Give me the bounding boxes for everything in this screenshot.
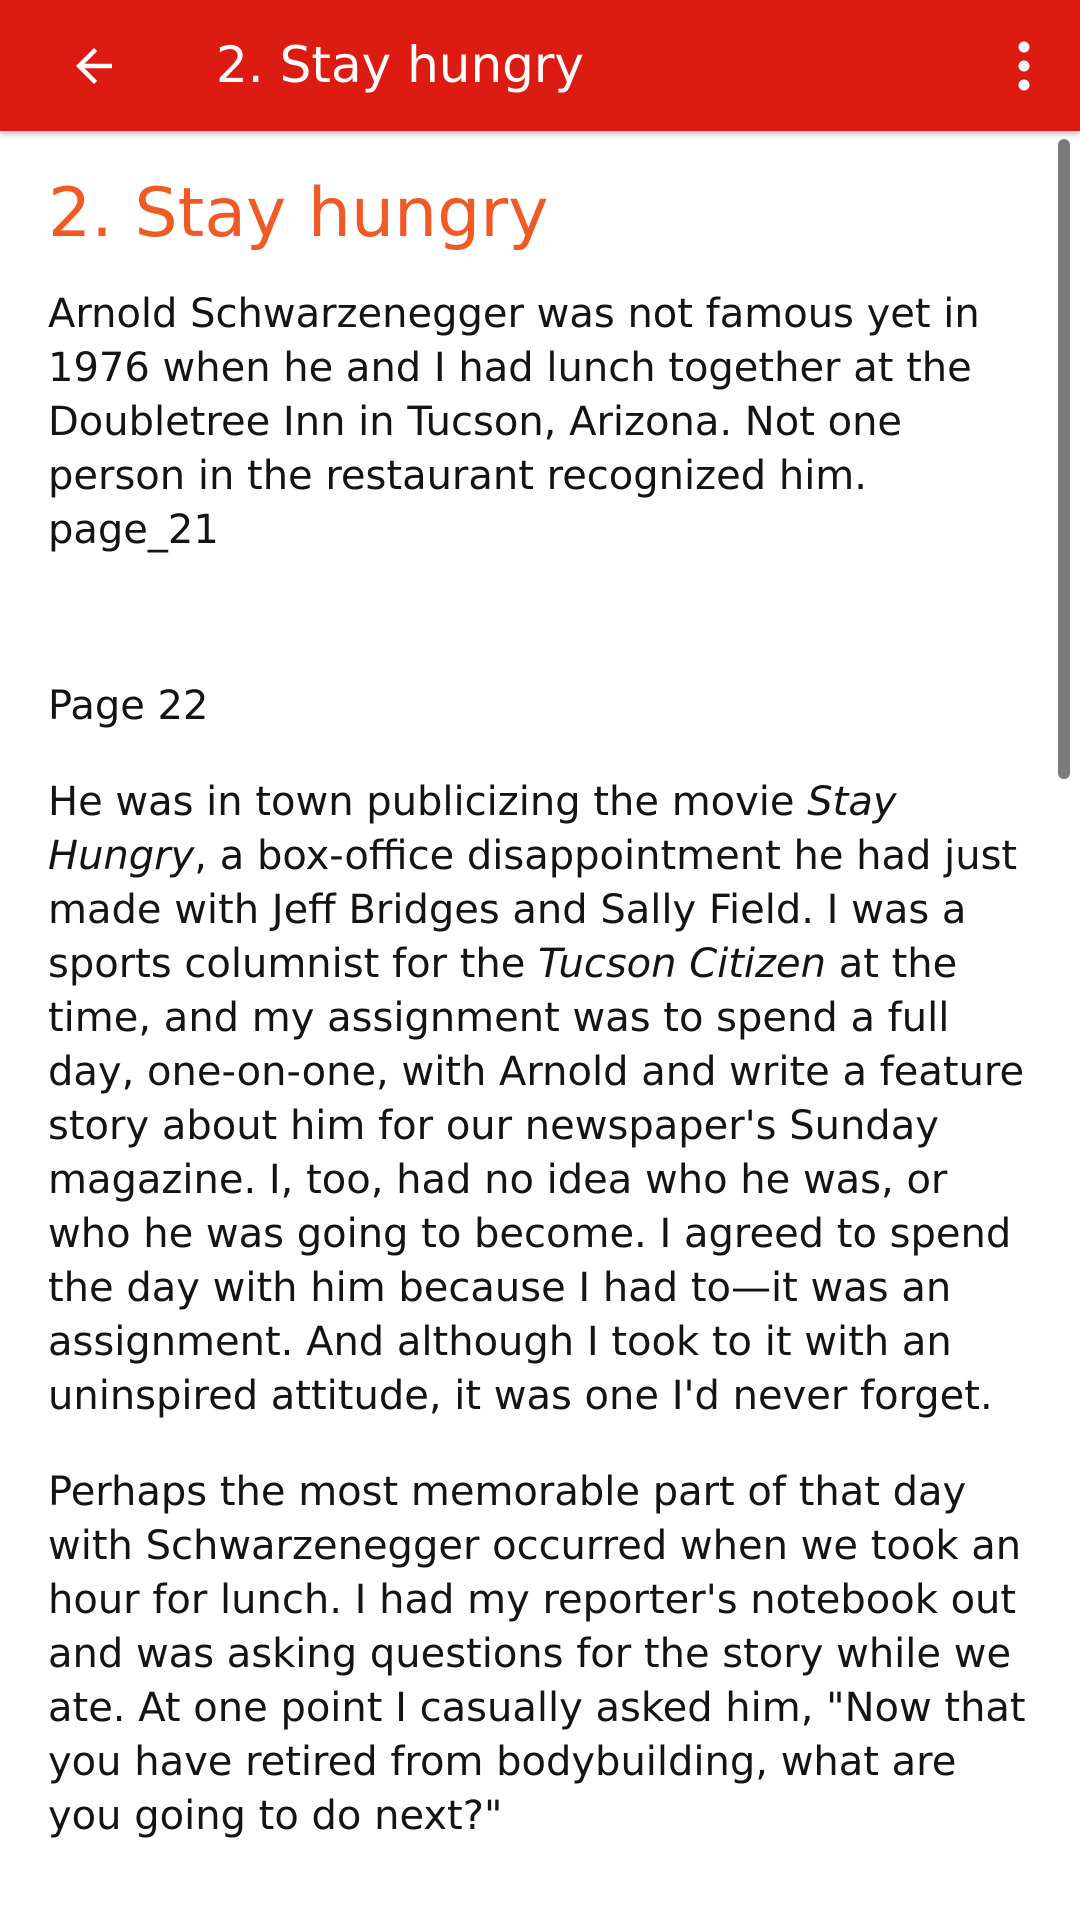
paragraph-text: Arnold Schwarzenegger was not famous yet in 1976 when he and I had lunch together at the Doubletree Inn in Tucson, Arizona. Not one person in the restaurant recognized him. [48, 291, 980, 499]
page-marker: page_21 [48, 507, 219, 553]
paragraph [48, 287, 1038, 557]
paragraph-text: at the time, and my assignment was to spend a full day, one-on-one, with Arnold and write a feature story about him for our newspaper's Sunday magazine. I, too, had no idea who he was, or who he was going to become. I agreed to spend the day with him because I had to—it was an assignment. And although I took to it with an uninspired attitude, it was one I'd never forget. [48, 941, 1025, 1419]
toolbar-title: 2. Stay hungry [216, 36, 585, 94]
paragraph-text: , a box-office disappointment he had just made with Jeff Bridges and Sally Field. I was a sports columnist for the [48, 833, 1018, 987]
newspaper-name: Tucson Citizen [538, 941, 826, 987]
chapter-title: 2. Stay hungry [48, 174, 549, 253]
back-button[interactable] [58, 30, 130, 102]
article [48, 171, 1038, 1843]
overflow-menu-button[interactable] [992, 30, 1056, 102]
movie-title: Stay Hungry [48, 779, 897, 879]
reading-pane[interactable] [0, 131, 1080, 1920]
more-vert-icon [1014, 41, 1034, 91]
app-bar [0, 0, 1080, 131]
scrollbar-thumb[interactable] [1058, 139, 1070, 779]
arrow-left-icon [67, 39, 121, 93]
paragraph [48, 775, 1038, 1423]
paragraph-text: He was in town publicizing the movie [48, 779, 808, 825]
paragraph: Perhaps the most memorable part of that day with Schwarzenegger occurred when we took an hour for lunch. I had my reporter's notebook out and was asking questions for the story while we ate. At one point I casually asked him, "Now that you have retired from bodybuilding, what are you going to do next?" [48, 1469, 1026, 1839]
page-label: Page 22 [48, 683, 209, 729]
